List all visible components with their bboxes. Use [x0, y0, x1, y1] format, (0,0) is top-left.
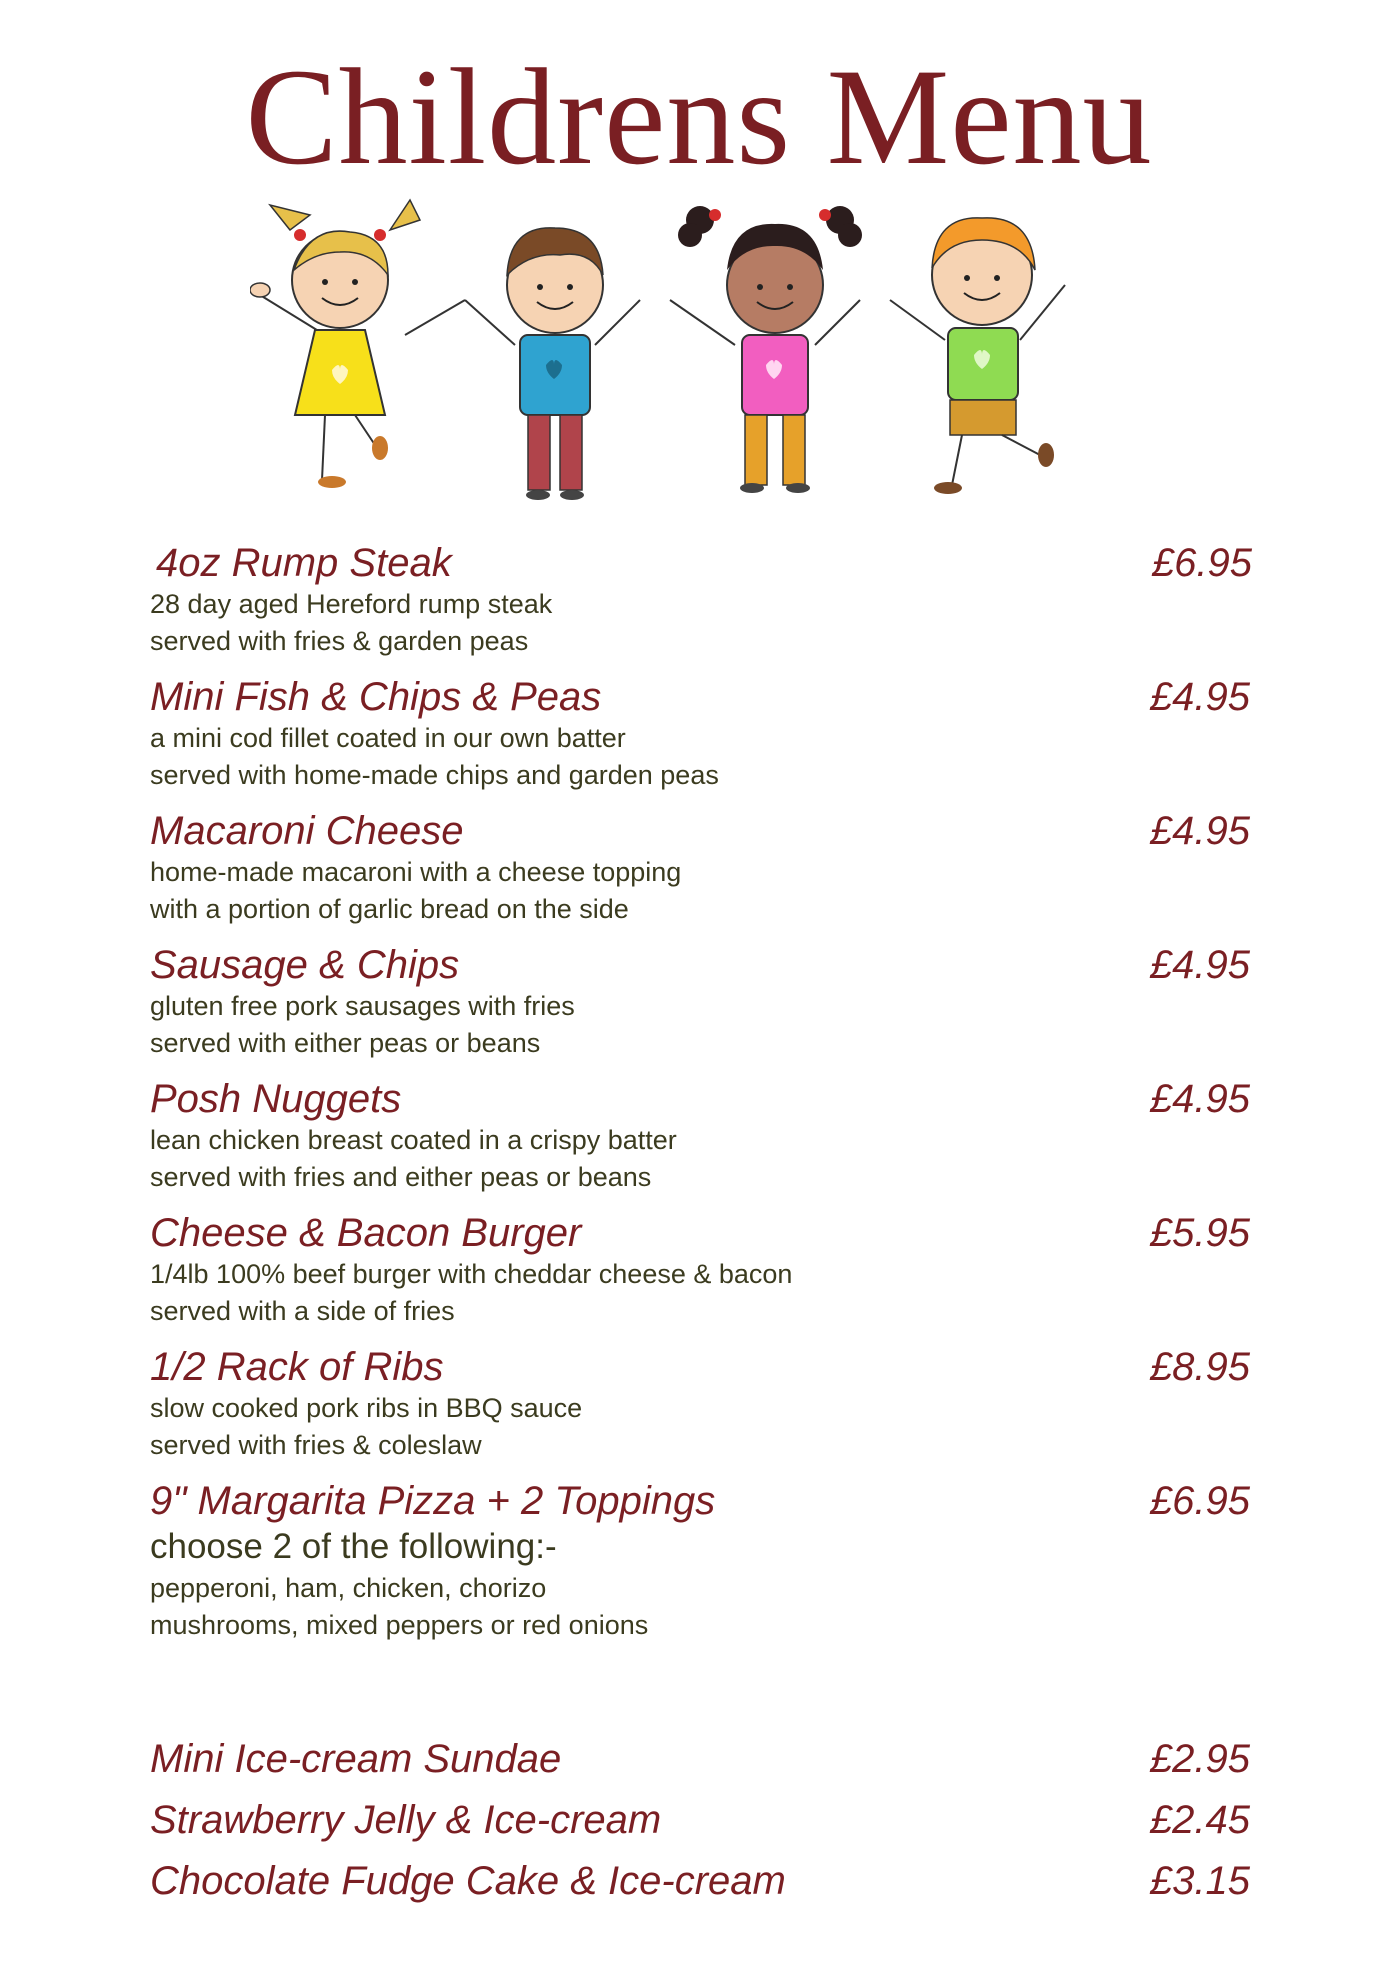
item-price: £6.95	[1149, 1479, 1250, 1523]
item-description: served with either peas or beans	[150, 1028, 541, 1058]
item-name: 4oz Rump Steak	[156, 541, 452, 585]
item-description: 1/4lb 100% beef burger with cheddar cheese & bacon	[150, 1259, 793, 1289]
item-price: £4.95	[1149, 675, 1250, 719]
item-description: 28 day aged Hereford rump steak	[150, 589, 553, 619]
menu-item-margarita-pizza	[150, 1478, 1250, 1644]
item-name: Macaroni Cheese	[150, 809, 464, 853]
item-description: served with fries & coleslaw	[150, 1430, 482, 1460]
item-name: Cheese & Bacon Burger	[150, 1211, 582, 1255]
item-description: mushrooms, mixed peppers or red onions	[150, 1610, 649, 1640]
item-name: 1/2 Rack of Ribs	[150, 1345, 444, 1389]
item-name: Posh Nuggets	[150, 1077, 402, 1121]
dessert-item-strawberry-jelly	[150, 1797, 1250, 1843]
item-name: Mini Fish & Chips & Peas	[150, 675, 602, 719]
dessert-item-ice-cream-sundae	[150, 1736, 1250, 1782]
item-description: slow cooked pork ribs in BBQ sauce	[150, 1393, 583, 1423]
dessert-item-chocolate-fudge-cake	[150, 1858, 1250, 1904]
item-description: pepperoni, ham, chicken, chorizo	[150, 1573, 547, 1603]
menu-item-sausage-chips	[150, 942, 1250, 1062]
item-name: Sausage & Chips	[150, 943, 460, 987]
child-blue-shirt	[465, 228, 640, 500]
item-name: Mini Ice-cream Sundae	[150, 1737, 562, 1781]
page-title: Childrens Menu	[245, 40, 1153, 193]
item-name: 9" Margarita Pizza + 2 Toppings	[150, 1479, 716, 1523]
menu-item-macaroni-cheese	[150, 808, 1250, 928]
item-price: £4.95	[1149, 809, 1250, 853]
item-price: £8.95	[1149, 1345, 1250, 1389]
item-description: home-made macaroni with a cheese topping	[150, 857, 682, 887]
item-price: £4.95	[1149, 1077, 1250, 1121]
item-price: £4.95	[1149, 943, 1250, 987]
item-description: served with a side of fries	[150, 1296, 455, 1326]
child-green-shirt	[890, 218, 1065, 494]
item-price: £5.95	[1149, 1211, 1250, 1255]
menu-item-posh-nuggets	[150, 1076, 1250, 1196]
item-description: with a portion of garlic bread on the side	[150, 894, 629, 924]
item-description: gluten free pork sausages with fries	[150, 991, 575, 1021]
item-price: £3.15	[1149, 1859, 1250, 1903]
item-price: £2.45	[1149, 1798, 1250, 1842]
item-price: £2.95	[1149, 1737, 1250, 1781]
item-name: Chocolate Fudge Cake & Ice-cream	[150, 1859, 786, 1903]
child-yellow-dress	[250, 200, 465, 488]
item-subheading: choose 2 of the following:-	[150, 1527, 557, 1566]
item-description: served with fries & garden peas	[150, 626, 529, 656]
item-description: lean chicken breast coated in a crispy batter	[150, 1125, 677, 1155]
item-name: Strawberry Jelly & Ice-cream	[150, 1798, 662, 1842]
menu-item-cheese-bacon-burger	[150, 1210, 1250, 1330]
menu-item-rump-steak	[150, 540, 1250, 660]
child-pink-shirt	[670, 206, 862, 493]
item-description: served with home-made chips and garden peas	[150, 760, 719, 790]
menu-item-mini-fish-chips	[150, 674, 1250, 794]
item-description: served with fries and either peas or beans	[150, 1162, 652, 1192]
menu-item-rack-of-ribs	[150, 1344, 1250, 1464]
item-description: a mini cod fillet coated in our own batter	[150, 723, 626, 753]
four-children-holding-hands-illustration	[250, 190, 1150, 530]
item-price: £6.95	[1151, 541, 1252, 585]
